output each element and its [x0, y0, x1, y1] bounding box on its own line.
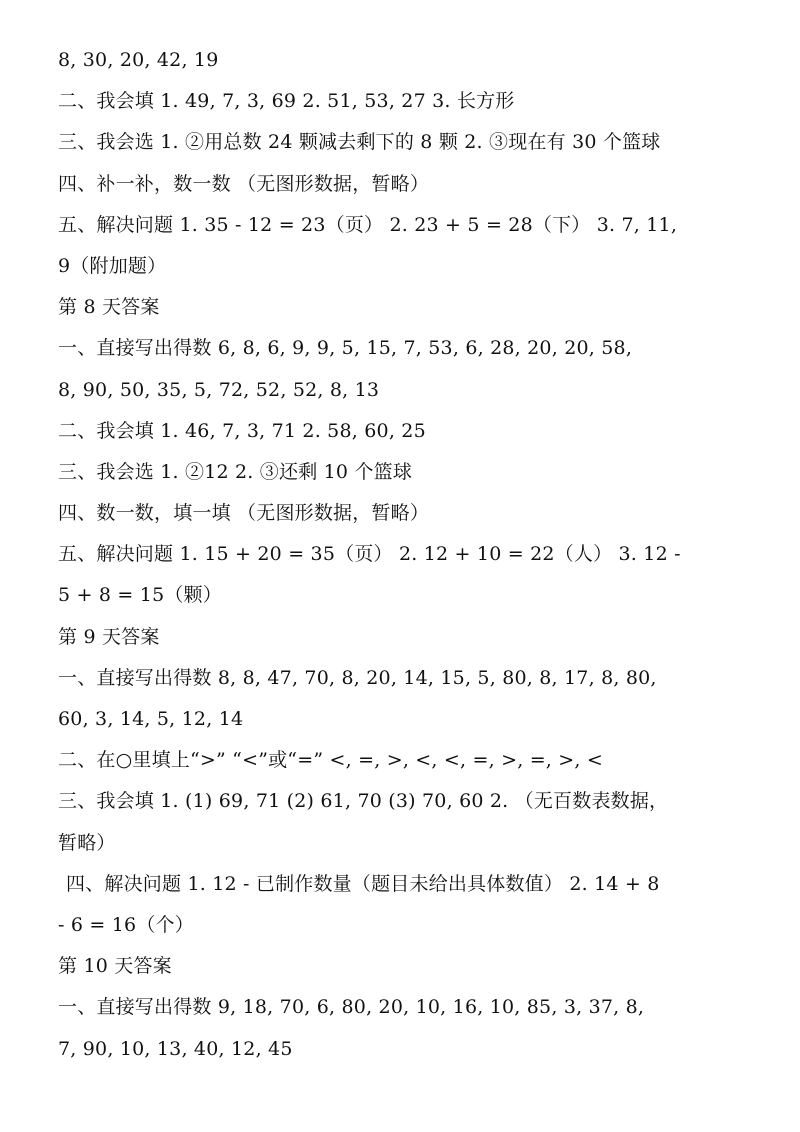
- text-line: 五、解决问题 1. 35 - 12 = 23（页） 2. 23 + 5 = 28（下） 3. 7, 11,: [58, 213, 678, 236]
- text-line: 二、在○里填上“>” “<”或“=” <, =, >, <, <, =, >, =, >, <: [58, 749, 604, 772]
- text-line: 三、我会选 1. ②12 2. ③还剩 10 个篮球: [58, 460, 413, 483]
- text-line: 5 + 8 = 15（颗）: [58, 584, 222, 607]
- text-line: 四、补一补，数一数 （无图形数据，暂略）: [58, 172, 430, 195]
- section-heading-day-8: 第 8 天答案: [58, 296, 160, 319]
- text-line: 暂略）: [58, 831, 116, 854]
- text-line: 四、数一数，填一填 （无图形数据，暂略）: [58, 502, 430, 525]
- section-heading-day-9: 第 9 天答案: [58, 625, 160, 648]
- answer-document: [58, 40, 758, 1070]
- text-line: 五、解决问题 1. 15 + 20 = 35（页） 2. 12 + 10 = 22（人） 3. 12 -: [58, 543, 681, 566]
- text-line: - 6 = 16（个）: [58, 913, 194, 936]
- text-line: 二、我会填 1. 46, 7, 3, 71 2. 58, 60, 25: [58, 419, 426, 442]
- text-line: 7, 90, 10, 13, 40, 12, 45: [58, 1037, 293, 1060]
- text-line: 三、我会填 1. (1) 69, 71 (2) 61, 70 (3) 70, 60 2. （无百数表数据，: [58, 790, 669, 813]
- text-line: 9（附加题）: [58, 254, 167, 277]
- text-line: 三、我会选 1. ②用总数 24 颗减去剩下的 8 颗 2. ③现在有 30 个篮球: [58, 131, 661, 154]
- text-line: 60, 3, 14, 5, 12, 14: [58, 708, 244, 730]
- section-heading-day-10: 第 10 天答案: [58, 955, 172, 978]
- text-line: 一、直接写出得数 9, 18, 70, 6, 80, 20, 10, 16, 10, 85, 3, 37, 8,: [58, 996, 645, 1019]
- text-line: 8, 30, 20, 42, 19: [58, 49, 219, 71]
- text-line: 二、我会填 1. 49, 7, 3, 69 2. 51, 53, 27 3. 长方形: [58, 90, 515, 113]
- text-line: 四、解决问题 1. 12 - 已制作数量（题目未给出具体数值） 2. 14 + 8: [66, 872, 660, 895]
- text-line: 一、直接写出得数 6, 8, 6, 9, 9, 5, 15, 7, 53, 6, 28, 20, 20, 58,: [58, 337, 633, 360]
- text-line: 8, 90, 50, 35, 5, 72, 52, 52, 8, 13: [58, 378, 380, 401]
- text-line: 一、直接写出得数 8, 8, 47, 70, 8, 20, 14, 15, 5, 80, 8, 17, 8, 80,: [58, 666, 657, 689]
